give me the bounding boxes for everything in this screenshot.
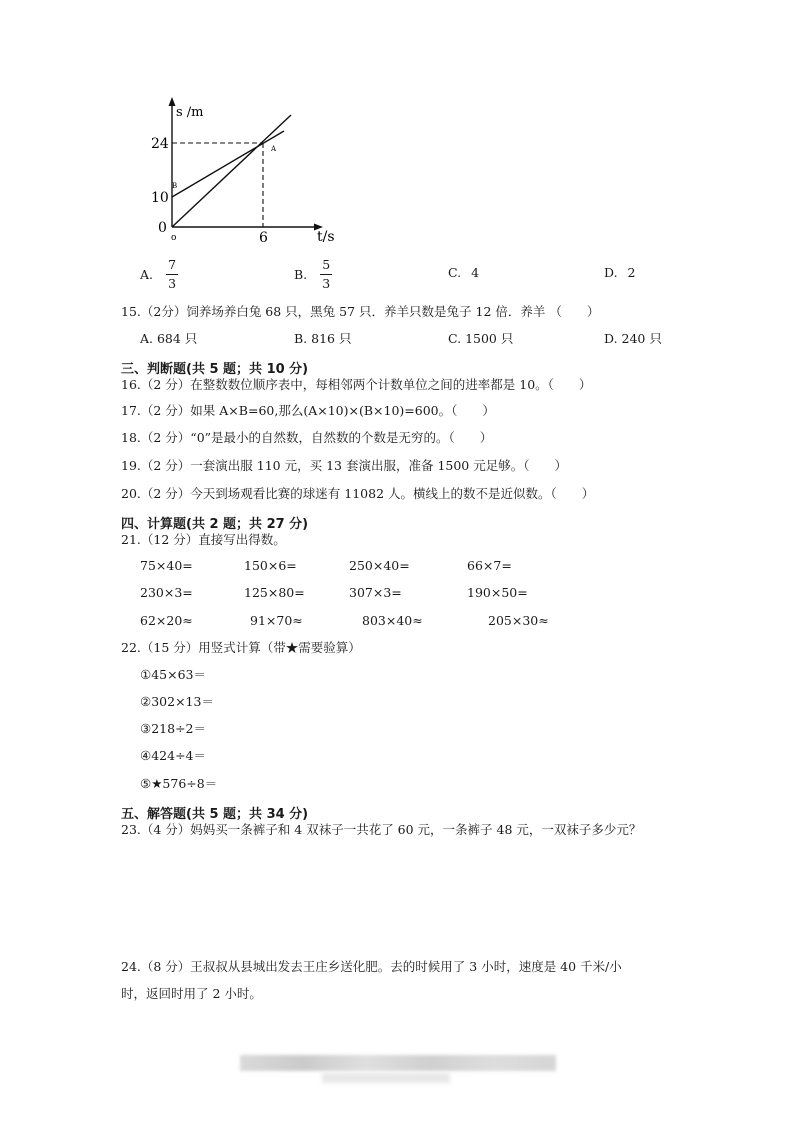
x-tick-6: 6 bbox=[259, 230, 268, 246]
point-b-label: B bbox=[172, 182, 178, 190]
section4-heading: 四、计算题(共 2 题；共 27 分) bbox=[121, 517, 309, 532]
q15-option-b[interactable]: B. 816 只 bbox=[294, 331, 352, 346]
q21-r3-c4: 205×30≈ bbox=[488, 613, 549, 628]
q14-option-d[interactable] bbox=[604, 265, 636, 281]
q15-option-c[interactable]: C. 1500 只 bbox=[448, 331, 514, 346]
q21-r3-c3: 803×40≈ bbox=[362, 613, 423, 628]
option-letter: C. bbox=[448, 265, 462, 280]
q15-option-a[interactable]: A. 684 只 bbox=[140, 331, 198, 346]
q22-item-2: ②302×13＝ bbox=[140, 694, 214, 709]
q17: 17.（2 分）如果 A×B=60,那么(A×10)×(B×10)=600。（ ） bbox=[121, 403, 495, 418]
line-from-origin bbox=[172, 115, 291, 227]
q21-r1-c2: 150×6= bbox=[244, 558, 297, 573]
q16: 16.（2 分）在整数数位顺序表中，每相邻两个计数单位之间的进率都是 10。（ ） bbox=[121, 377, 592, 392]
blurred-footer-watermark bbox=[240, 1055, 556, 1071]
q14-option-c[interactable] bbox=[448, 265, 479, 281]
q14-option-b[interactable] bbox=[294, 257, 332, 292]
q21-r2-c1: 230×3= bbox=[140, 585, 193, 600]
origin-zero: 0 bbox=[158, 220, 167, 236]
option-value: 2 bbox=[627, 265, 636, 280]
q21-r2-c3: 307×3= bbox=[349, 585, 402, 600]
distance-time-graph bbox=[140, 95, 340, 250]
q18: 18.（2 分）“0”是最小的自然数，自然数的个数是无穷的。（ ） bbox=[121, 430, 493, 445]
option-letter: B. bbox=[294, 267, 308, 282]
q21-r1-c3: 250×40= bbox=[349, 558, 410, 573]
q22-item-4: ④424÷4＝ bbox=[140, 748, 206, 763]
q21-r2-c2: 125×80= bbox=[244, 585, 305, 600]
option-letter: A. bbox=[140, 267, 154, 282]
y-tick-10: 10 bbox=[151, 190, 169, 206]
q15-stem: 15.（2分）饲养场养白兔 68 只，黑兔 57 只．养羊只数是兔子 12 倍．养羊 （ ） bbox=[121, 304, 600, 319]
option-letter: D. bbox=[604, 265, 618, 280]
x-axis-label: t/s bbox=[317, 229, 335, 245]
q22-item-5: ⑤★576÷8＝ bbox=[140, 776, 218, 791]
q23: 23.（4 分）妈妈买一条裤子和 4 双袜子一共花了 60 元，一条裤子 48 元，一双袜子多少元？ bbox=[121, 822, 642, 837]
fraction bbox=[166, 257, 178, 292]
q24-line1: 24.（8 分）王叔叔从县城出发去王庄乡送化肥。去的时候用了 3 小时，速度是 40 千米/小 bbox=[121, 959, 622, 974]
q19: 19.（2 分）一套演出服 110 元，买 13 套演出服，准备 1500 元足够。（ ） bbox=[121, 458, 567, 473]
fraction bbox=[320, 257, 332, 292]
point-a-label: A bbox=[271, 145, 277, 153]
line-from-b bbox=[172, 131, 284, 197]
q15-option-d[interactable]: D. 240 只 bbox=[604, 331, 662, 346]
q21-r1-c4: 66×7= bbox=[467, 558, 512, 573]
blurred-footer-watermark-line2 bbox=[322, 1073, 450, 1083]
q22-item-1: ①45×63＝ bbox=[140, 667, 206, 682]
origin-o: o bbox=[171, 233, 177, 243]
q20: 20.（2 分）今天到场观看比赛的球迷有 11082 人。横线上的数不是近似数。（ ） bbox=[121, 486, 595, 501]
numerator: 7 bbox=[166, 257, 178, 275]
q22-item-3: ③218÷2＝ bbox=[140, 721, 206, 736]
q14-option-a[interactable] bbox=[140, 257, 178, 292]
q21-r3-c1: 62×20≈ bbox=[140, 613, 193, 628]
denominator: 3 bbox=[168, 276, 177, 291]
option-value: 4 bbox=[471, 265, 480, 280]
numerator: 5 bbox=[320, 257, 332, 275]
q22-title: 22.（15 分）用竖式计算（带★需要验算） bbox=[121, 640, 361, 655]
q21-r1-c1: 75×40= bbox=[140, 558, 193, 573]
denominator: 3 bbox=[322, 276, 331, 291]
y-tick-24: 24 bbox=[151, 136, 169, 152]
q21-title: 21.（12 分）直接写出得数。 bbox=[121, 532, 286, 547]
section5-heading: 五、解答题(共 5 题；共 34 分) bbox=[121, 807, 309, 822]
q21-r3-c2: 91×70≈ bbox=[250, 613, 303, 628]
section3-heading: 三、判断题(共 5 题；共 10 分) bbox=[121, 362, 309, 377]
y-axis-label: s /m bbox=[176, 105, 204, 120]
q21-r2-c4: 190×50= bbox=[467, 585, 528, 600]
y-axis-arrow bbox=[169, 97, 176, 106]
q24-line2: 时，返回时用了 2 小时。 bbox=[121, 986, 262, 1001]
